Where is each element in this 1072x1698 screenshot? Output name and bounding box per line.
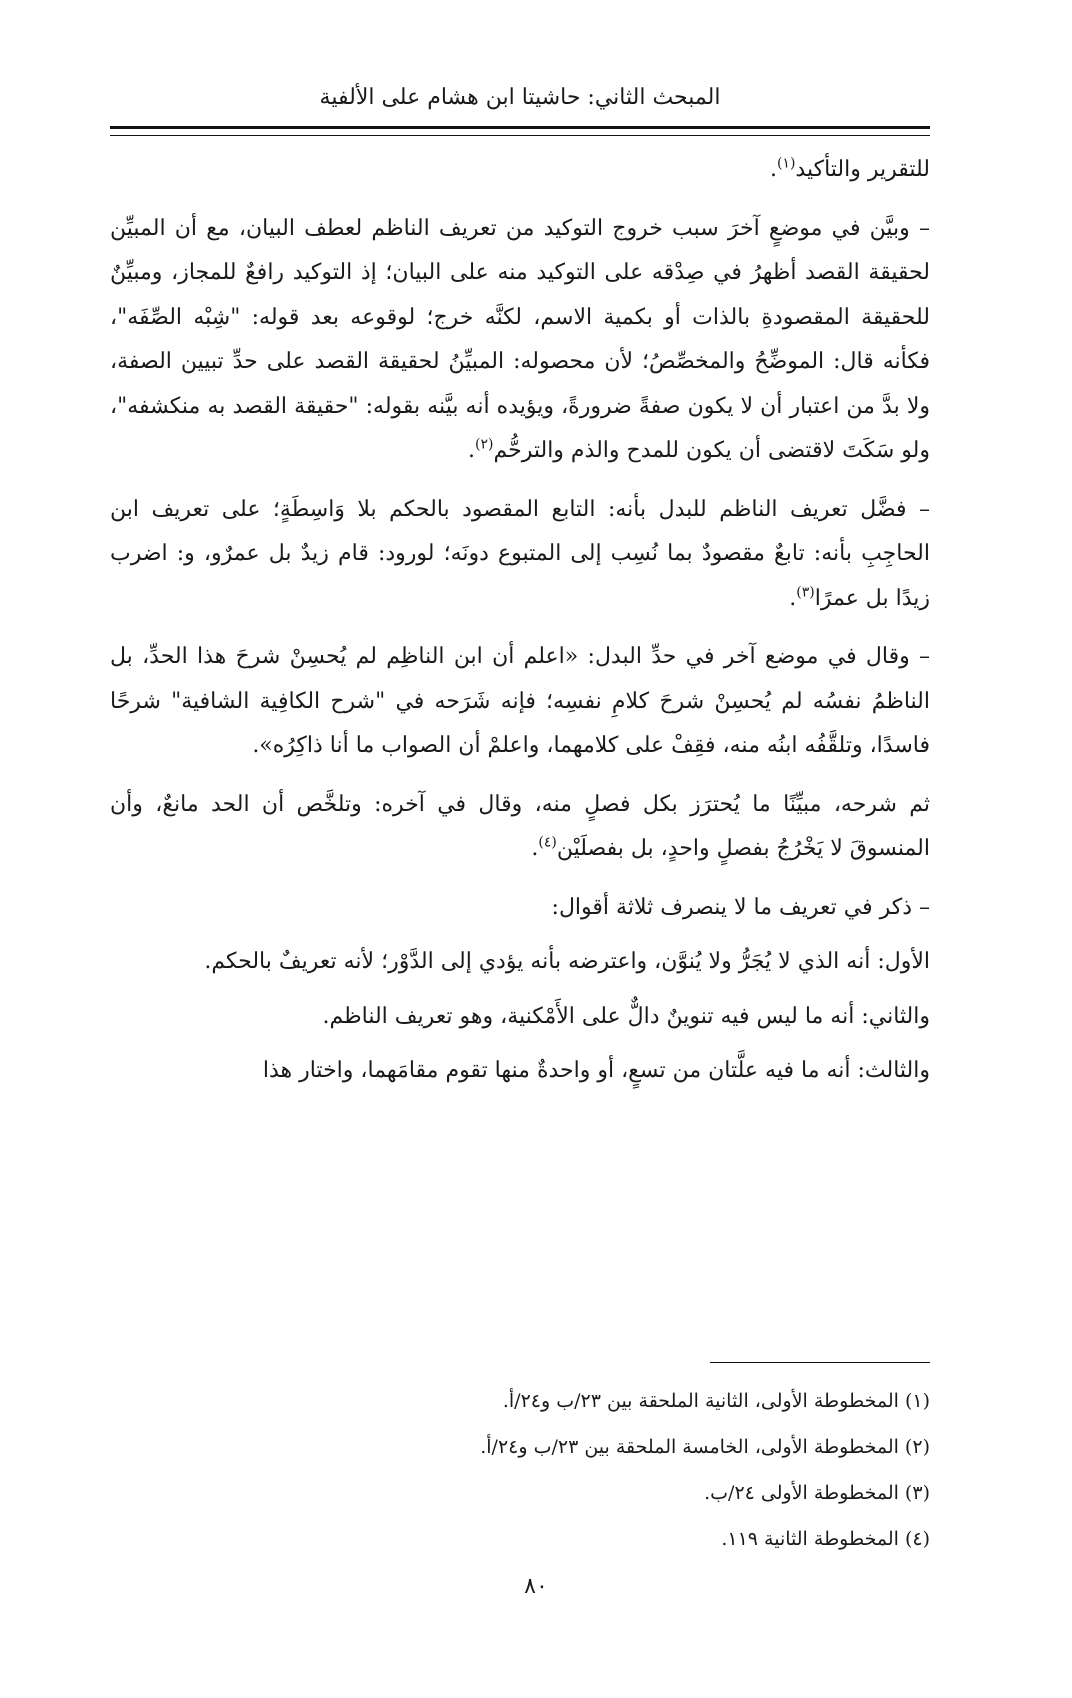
paragraph: الأول: أنه الذي لا يُجَرُّ ولا يُنوَّن، واعترضه بأنه يؤدي إلى الدَّوْر؛ لأنه تعريفٌ بالحكم. bbox=[204, 949, 930, 974]
header-rule-thin bbox=[110, 135, 930, 136]
paragraph: ثم شرحه، مبيِّنًا ما يُحترَز بكل فصلٍ منه، وقال في آخره: وتلخَّص أن الحد مانعٌ، وأن المنسوقَ لا يَخْرُجُ بفصلٍ واحدٍ، بل بفصلَيْن$^{(٤)}$. bbox=[110, 791, 930, 861]
paragraph: والثالث: أنه ما فيه علَّتان من تسعٍ، أو واحدةٌ منها تقوم مقامَهما، واختار هذا bbox=[262, 1058, 930, 1083]
paragraph: والثاني: أنه ما ليس فيه تنوينٌ دالٌّ على الأَمْكنية، وهو تعريف الناظم. bbox=[322, 1003, 930, 1029]
footnote: (١) المخطوطة الأولى، الثانية الملحقة بين ٢٣/ب و٢٤/أ. bbox=[502, 1390, 930, 1412]
paragraph: للتقرير والتأكيد$^{(١)}$. bbox=[769, 155, 930, 182]
running-header: المبحث الثاني: حاشيتا ابن هشام على الألفية bbox=[319, 85, 721, 110]
footnote: (٣) المخطوطة الأولى ٢٤/ب. bbox=[704, 1482, 930, 1504]
footnote: (٤) المخطوطة الثانية ١١٩. bbox=[721, 1528, 930, 1550]
footnote: (٢) المخطوطة الأولى، الخامسة الملحقة بين ٢٣/ب و٢٤/أ. bbox=[480, 1436, 930, 1458]
paragraph: – وقال في موضع آخر في حدِّ البدل: «اعلم أن ابن الناظِم لم يُحسِنْ شرحَ هذا الحدِّ، بل الناظمُ نفسُه لم يُحسِنْ شرحَ كلامِ نفسِه؛ فإنه شَرَحه في "شرح الكافِية الشافية" شرحًا فاسدًا، وتلقَّفُه ابنُه منه، فقِفْ على كلامهما، واعلمْ أن الصواب ما أنا ذاكِرُه». bbox=[110, 644, 930, 758]
paragraph: – وبيَّن في موضعٍ آخرَ سبب خروج التوكيد من تعريف الناظم لعطف البيان، مع أن المبيِّن لحقيقة القصد أظهرُ في صِدْقه على التوكيد منه على البيان؛ إذ التوكيد رافعٌ للمجاز، ومبيِّنٌ للحقيقة المقصودةِ بالذات أو بكمية الاسم، لكنَّه خرج؛ لوقوعه بعد قوله: "شِبْه الصِّفَه"، فكأنه قال: الموضِّحُ والمخصِّصُ؛ لأن محصوله: المبيِّنُ لحقيقة القصد على حدِّ تبيين الصفة، ولا بدَّ من اعتبار أن لا يكون صفةً ضرورةً، ويؤيده أنه بيَّنه بقوله: "حقيقة القصد به منكشفه"، ولو سَكَتَ لاقتضى أن يكون للمدح والذم والترحُّم$^{(٢)}$. bbox=[110, 215, 930, 463]
paragraph: – فضَّل تعريف الناظم للبدل بأنه: التابع المقصود بالحكم بلا وَاسِطَةٍ؛ على تعريف ابن الحاجِبِ بأنه: تابعٌ مقصودٌ بما نُسِب إلى المتبوع دونَه؛ لورود: قام زيدٌ بل عمرٌو، و: اضرب زيدًا بل عمرًا$^{(٣)}$. bbox=[110, 496, 930, 611]
footnote-ref: (٤) bbox=[538, 834, 557, 851]
main-text bbox=[110, 148, 930, 1104]
footnotes bbox=[110, 1378, 930, 1562]
footnote-separator bbox=[710, 1362, 930, 1363]
footnote-ref: (٢) bbox=[475, 436, 494, 453]
header-rule-thick bbox=[110, 126, 930, 129]
paragraph: – ذكر في تعريف ما لا ينصرف ثلاثة أقوال: bbox=[551, 894, 930, 920]
footnote-ref: (١) bbox=[776, 155, 796, 172]
footnote-ref: (٣) bbox=[796, 584, 815, 601]
page-number: ٨٠ bbox=[524, 1574, 548, 1599]
